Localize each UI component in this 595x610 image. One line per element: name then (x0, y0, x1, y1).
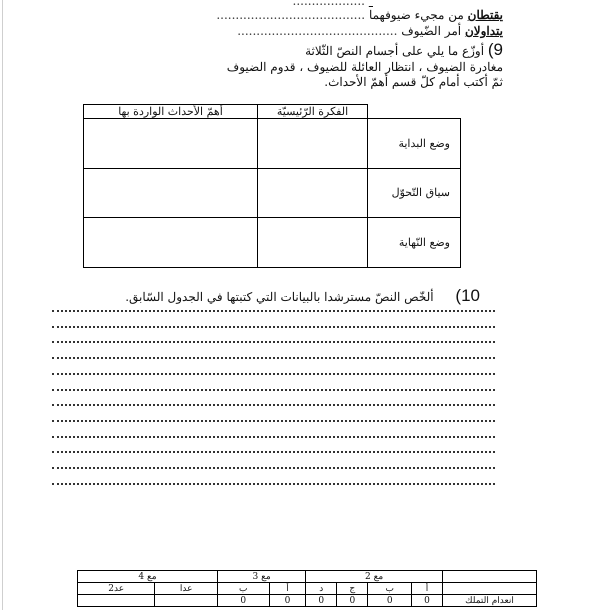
row-label: سياق التّحوّل (368, 168, 461, 218)
writing-line[interactable] (52, 326, 495, 328)
table-row (84, 218, 461, 268)
grade-subhead: عد2 (78, 583, 155, 595)
grade-corner (443, 583, 537, 595)
writing-line[interactable] (52, 357, 495, 359)
grade-group: مع 3 (217, 571, 305, 583)
grade-subhead: ج (337, 583, 368, 595)
events-cell[interactable] (84, 168, 258, 218)
vocab-text: من مجيء ضيوفهما (368, 8, 464, 22)
grade-subhead: أ (269, 583, 306, 595)
question-10 (125, 286, 480, 306)
writing-line[interactable] (52, 373, 495, 375)
grade-value: 0 (217, 595, 269, 607)
row-label: وضع البداية (368, 119, 461, 169)
question-number: 10) (455, 286, 480, 305)
grade-subhead: عدا (155, 583, 218, 595)
writing-line[interactable] (52, 436, 495, 438)
top-cut-line: ................... (292, 0, 365, 8)
question-9-line-3: ثمّ أكتب أمام كلّ قسم أهمّ الأحداث. (324, 75, 503, 89)
vocab-item-2 (237, 24, 503, 38)
writing-line[interactable] (52, 420, 495, 422)
grade-value: 0 (412, 595, 443, 607)
page-edge (2, 0, 3, 610)
writing-line[interactable] (52, 389, 495, 391)
writing-line[interactable] (52, 467, 495, 469)
writing-line[interactable] (52, 483, 495, 485)
events-cell[interactable] (84, 119, 258, 169)
vocab-word: يقتطان (467, 8, 503, 22)
main-idea-cell[interactable] (258, 168, 368, 218)
vocab-text: أمر الضّيوف (401, 24, 462, 38)
grade-group: مع 4 (78, 571, 218, 583)
table-row (84, 119, 461, 169)
grade-value: 0 (368, 595, 412, 607)
main-idea-cell[interactable] (258, 218, 368, 268)
table-row (84, 168, 461, 218)
grade-row-label: انعدام التملك (443, 595, 537, 607)
table-corner (368, 105, 461, 119)
question-number: 9) (487, 40, 503, 59)
grade-value (78, 595, 155, 607)
grade-value: 0 (269, 595, 306, 607)
header-main-idea: الفكرة الرّئيسيّة (258, 105, 368, 119)
question-text: ألخّص النصّ مسترشدا بالبيانات التي كتبتها في الجدول السّابق. (125, 290, 434, 304)
top-cut-word (369, 0, 373, 8)
grade-value: 0 (306, 595, 337, 607)
row-label: وضع النّهاية (368, 218, 461, 268)
grade-subhead: ب (368, 583, 412, 595)
events-cell[interactable] (84, 218, 258, 268)
grading-table (77, 570, 537, 607)
vocab-answer-line[interactable]: .......................................... (237, 24, 398, 38)
grade-subhead: د (306, 583, 337, 595)
vocab-word: يتداولان (464, 24, 503, 38)
main-idea-cell[interactable] (258, 119, 368, 169)
question-text: أوزّع ما يلي على أجسام النصّ الثّلاثة (305, 44, 485, 58)
writing-line[interactable] (52, 341, 495, 343)
writing-line[interactable] (52, 451, 495, 453)
grade-value: 0 (337, 595, 368, 607)
writing-line[interactable] (52, 310, 495, 312)
grade-subhead: أ (412, 583, 443, 595)
vocab-answer-line[interactable]: ....................................... (216, 8, 366, 22)
question-9-line-1 (305, 42, 503, 59)
header-events: أهمّ الأحداث الواردة بها (84, 105, 258, 119)
question-9-line-2: مغادرة الضيوف ، انتظار العائلة للضيوف ، قدوم الضيوف (226, 60, 503, 74)
grade-subhead: ب (217, 583, 269, 595)
writing-line[interactable] (52, 404, 495, 406)
grade-value (155, 595, 218, 607)
vocab-item-1 (216, 8, 503, 22)
grade-corner (443, 571, 537, 583)
grade-group: مع 2 (306, 571, 443, 583)
events-table (83, 104, 461, 268)
